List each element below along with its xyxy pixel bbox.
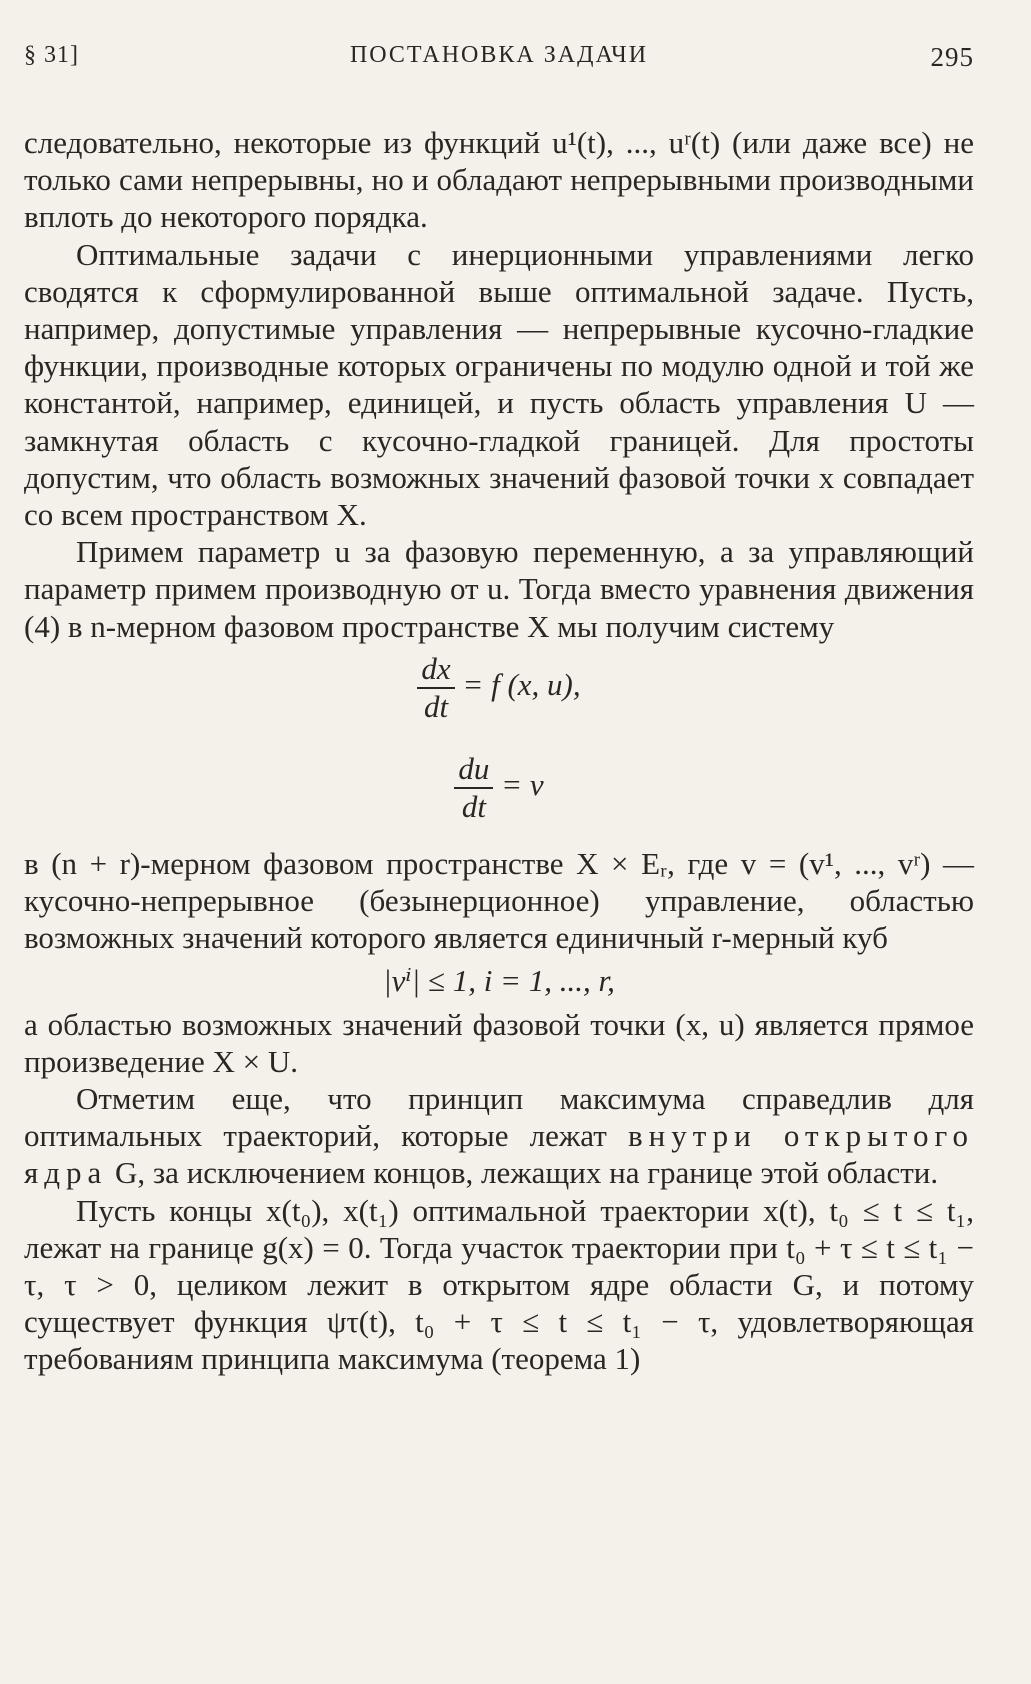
- fraction-numerator: du: [454, 751, 493, 789]
- paragraph-1: следовательно, некоторые из функций u¹(t), ..., uʳ(t) (или даже все) не только сами непрерывны, но и обладают непрерывными производными вплоть до некоторого порядка.: [24, 125, 974, 235]
- fraction-dx-dt: [417, 651, 454, 725]
- equation-du-dt: [24, 751, 974, 825]
- paragraph-5: а областью возможных значений фазовой точки (x, u) является прямое произведение X × U.: [24, 1006, 974, 1079]
- running-title: ПОСТАНОВКА ЗАДАЧИ: [349, 42, 649, 68]
- paragraph-2: Оптимальные задачи с инерционными управлениями легко сводятся к сформулированной выше оптимальной задаче. Пусть, например, допустимые управления — непрерывные кусочно-гладкие функции, производные которых ограничены по модулю одной и той же константой, например, единицей, и пусть область управления U — замкнутая область с кусочно-гладкой границей. Для простоты допустим, что область возможных значений фазовой точки x совпадает со всем пространством X.: [24, 236, 974, 533]
- fraction-denominator: dt: [461, 788, 486, 824]
- equation-rhs: = v: [501, 766, 544, 802]
- spaced-emphasis: внутри открытого ядра: [24, 1118, 975, 1191]
- paragraph-7: Пусть концы x(t₀), x(t₁) оптимальной траектории x(t), t₀ ≤ t ≤ t₁, лежат на границе g(x) = 0. Тогда участок траектории при t₀ + τ ≤ t ≤ t₁ − τ, τ > 0, целиком лежит в открытом ядре области G, и потому существует функция ψτ(t), t₀ + τ ≤ t ≤ t₁ − τ, удовлетворяющая требованиям принципа максимума (теорема 1): [24, 1192, 974, 1377]
- equation-rhs: = f (x, u),: [462, 666, 581, 702]
- fraction-numerator: dx: [417, 651, 454, 689]
- running-header: [24, 42, 974, 82]
- section-number: § 31]: [24, 42, 79, 68]
- equation-dx-dt: [24, 651, 974, 725]
- paragraph-4: в (n + r)-мерном фазовом пространстве X × Eᵣ, где v = (v¹, ..., vʳ) — кусочно-непрерывное (безынерционное) управление, областью возможных значений которого является единичный r-мерный куб: [24, 845, 974, 956]
- cube-condition: |vⁱ| ≤ 1, i = 1, ..., r,: [383, 963, 615, 999]
- equation-cube: [24, 962, 974, 999]
- fraction-denominator: dt: [423, 688, 449, 724]
- paragraph-6-end: G, за исключением концов, лежащих на границе этой области.: [107, 1155, 939, 1191]
- page-number: 295: [930, 42, 974, 72]
- fraction-du-dt: [454, 751, 493, 825]
- paragraph-3: Примем параметр u за фазовую переменную, а за управляющий параметр примем производную от u. Тогда вместо уравнения движения (4) в n-мерном фазовом пространстве X мы получим систему: [24, 534, 974, 644]
- paragraph-6-start: Отметим еще, что принцип максимума справедлив для оптимальных траекторий, которые лежат: [24, 1081, 974, 1154]
- page-body: [24, 124, 974, 1378]
- paragraph-6: [24, 1080, 974, 1192]
